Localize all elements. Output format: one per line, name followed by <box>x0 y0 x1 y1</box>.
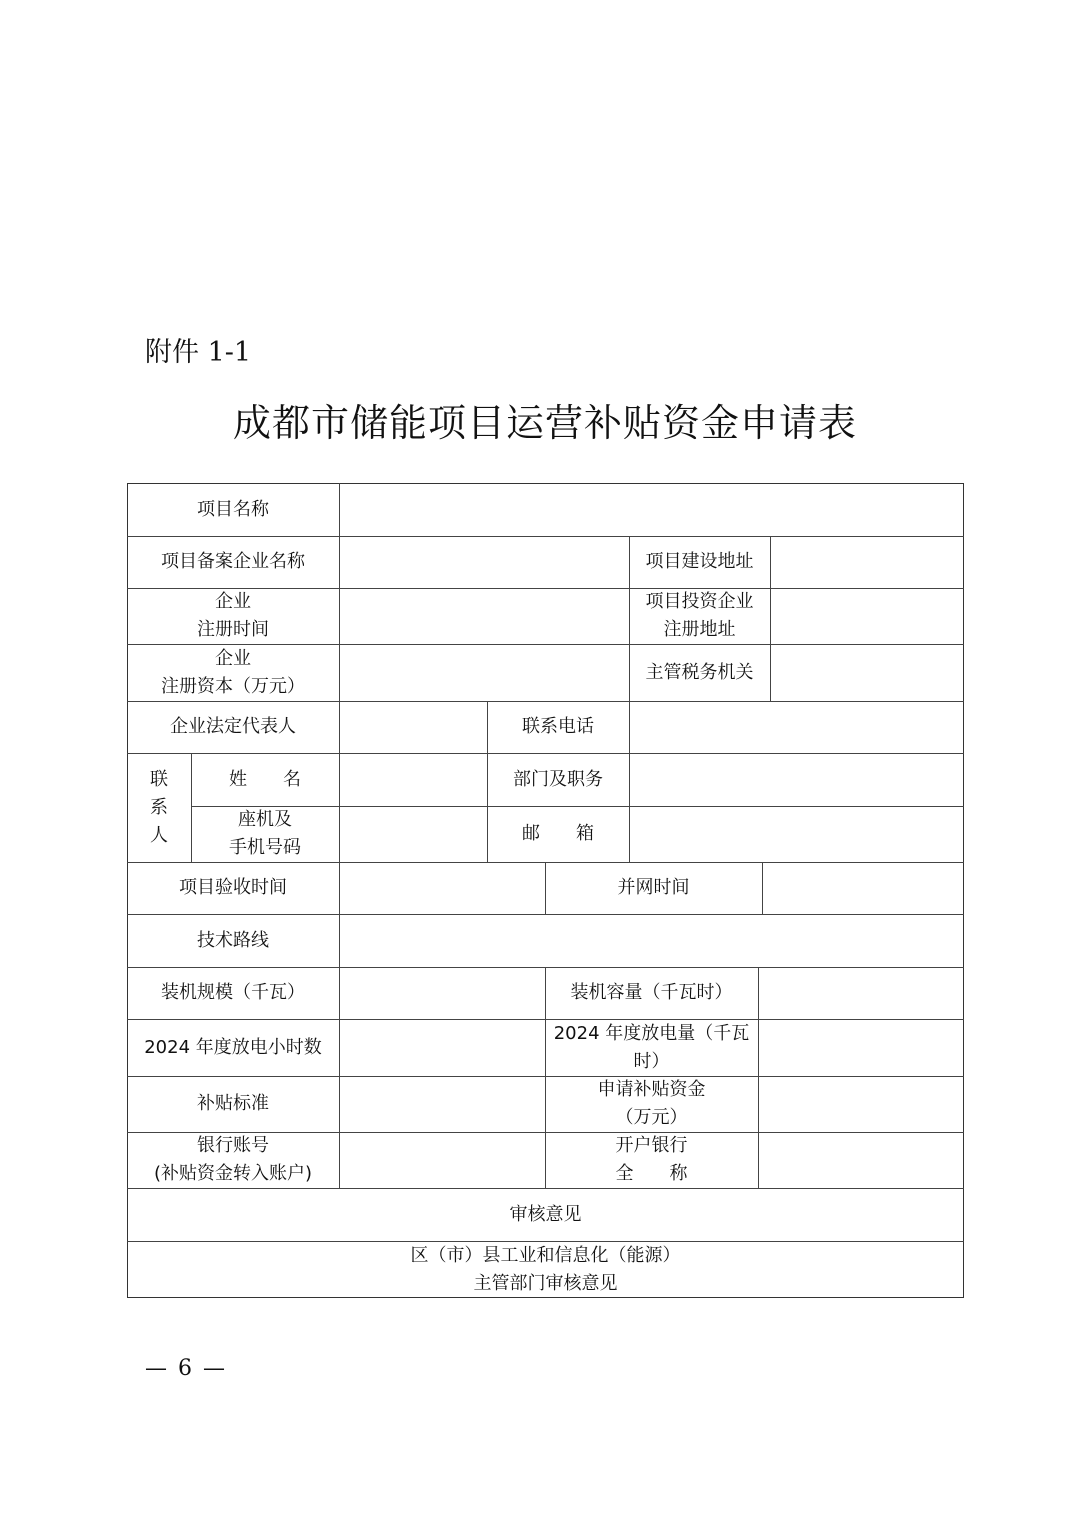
project-name-label: 项目名称 <box>197 498 269 520</box>
discharge-hours-label: 2024 年度放电小时数 <box>144 1036 322 1058</box>
installed-scale-label: 装机规模（千瓦） <box>161 982 305 1003</box>
district-review-label: 区（市）县工业和信息化（能源） 主管部门审核意见 <box>410 1244 681 1294</box>
technical-route-label: 技术路线 <box>197 929 269 951</box>
filing-company-field[interactable] <box>339 536 629 588</box>
contact-name-field[interactable] <box>339 753 487 806</box>
landline-mobile-label: 座机及 手机号码 <box>229 809 301 858</box>
contact-name-label: 姓 名 <box>229 768 301 790</box>
department-title-label: 部门及职务 <box>513 768 603 790</box>
bank-account-field[interactable] <box>339 1132 545 1188</box>
grid-connection-time-field[interactable] <box>762 862 964 914</box>
applied-amount-field[interactable] <box>758 1076 964 1132</box>
email-label: 邮 箱 <box>522 823 594 844</box>
tax-authority-label: 主管税务机关 <box>645 661 754 683</box>
legal-representative-field[interactable] <box>339 701 487 753</box>
department-title-field[interactable] <box>629 753 964 806</box>
acceptance-time-label: 项目验收时间 <box>179 877 287 898</box>
attachment-label: 附件 1-1 <box>145 337 252 368</box>
tax-authority-field[interactable] <box>770 644 964 701</box>
applied-amount-label: 申请补贴资金 （万元） <box>597 1079 706 1128</box>
contact-person-label: 联 系 人 <box>150 768 168 846</box>
registered-capital-field[interactable] <box>339 644 629 701</box>
discharge-hours-field[interactable] <box>339 1019 545 1076</box>
subsidy-standard-label: 补贴标准 <box>197 1093 269 1114</box>
bank-name-field[interactable] <box>758 1132 964 1188</box>
phone-label: 联系电话 <box>522 716 594 737</box>
discharge-energy-field[interactable] <box>758 1019 964 1076</box>
construction-address-label: 项目建设地址 <box>645 551 754 572</box>
filing-company-label: 项目备案企业名称 <box>161 551 305 572</box>
installed-capacity-field[interactable] <box>758 967 964 1019</box>
acceptance-time-field[interactable] <box>339 862 545 914</box>
page-number: — 6 — <box>145 1356 227 1381</box>
legal-representative-label: 企业法定代表人 <box>170 716 296 737</box>
landline-mobile-field[interactable] <box>339 806 487 862</box>
project-name-field[interactable] <box>339 483 964 536</box>
review-opinion-heading: 审核意见 <box>509 1203 582 1225</box>
technical-route-field[interactable] <box>339 914 964 967</box>
registered-capital-label: 企业 注册资本（万元） <box>161 647 305 697</box>
installed-capacity-label: 装机容量（千瓦时） <box>570 982 733 1003</box>
bank-name-label: 开户银行 全 称 <box>615 1135 688 1184</box>
discharge-energy-label: 2024 年度放电量（千瓦 时） <box>553 1022 750 1072</box>
subsidy-standard-field[interactable] <box>339 1076 545 1132</box>
registration-time-label: 企业 注册时间 <box>197 591 269 640</box>
phone-field[interactable] <box>629 701 964 753</box>
construction-address-field[interactable] <box>770 536 964 588</box>
bank-account-label: 银行账号 (补贴资金转入账户) <box>153 1135 313 1184</box>
installed-scale-field[interactable] <box>339 967 545 1019</box>
form-title: 成都市储能项目运营补贴资金申请表 <box>232 401 857 445</box>
email-field[interactable] <box>629 806 964 862</box>
registration-time-field[interactable] <box>339 588 629 644</box>
investor-address-field[interactable] <box>770 588 964 644</box>
investor-address-label: 项目投资企业 注册地址 <box>645 591 754 640</box>
grid-connection-time-label: 并网时间 <box>617 877 690 898</box>
